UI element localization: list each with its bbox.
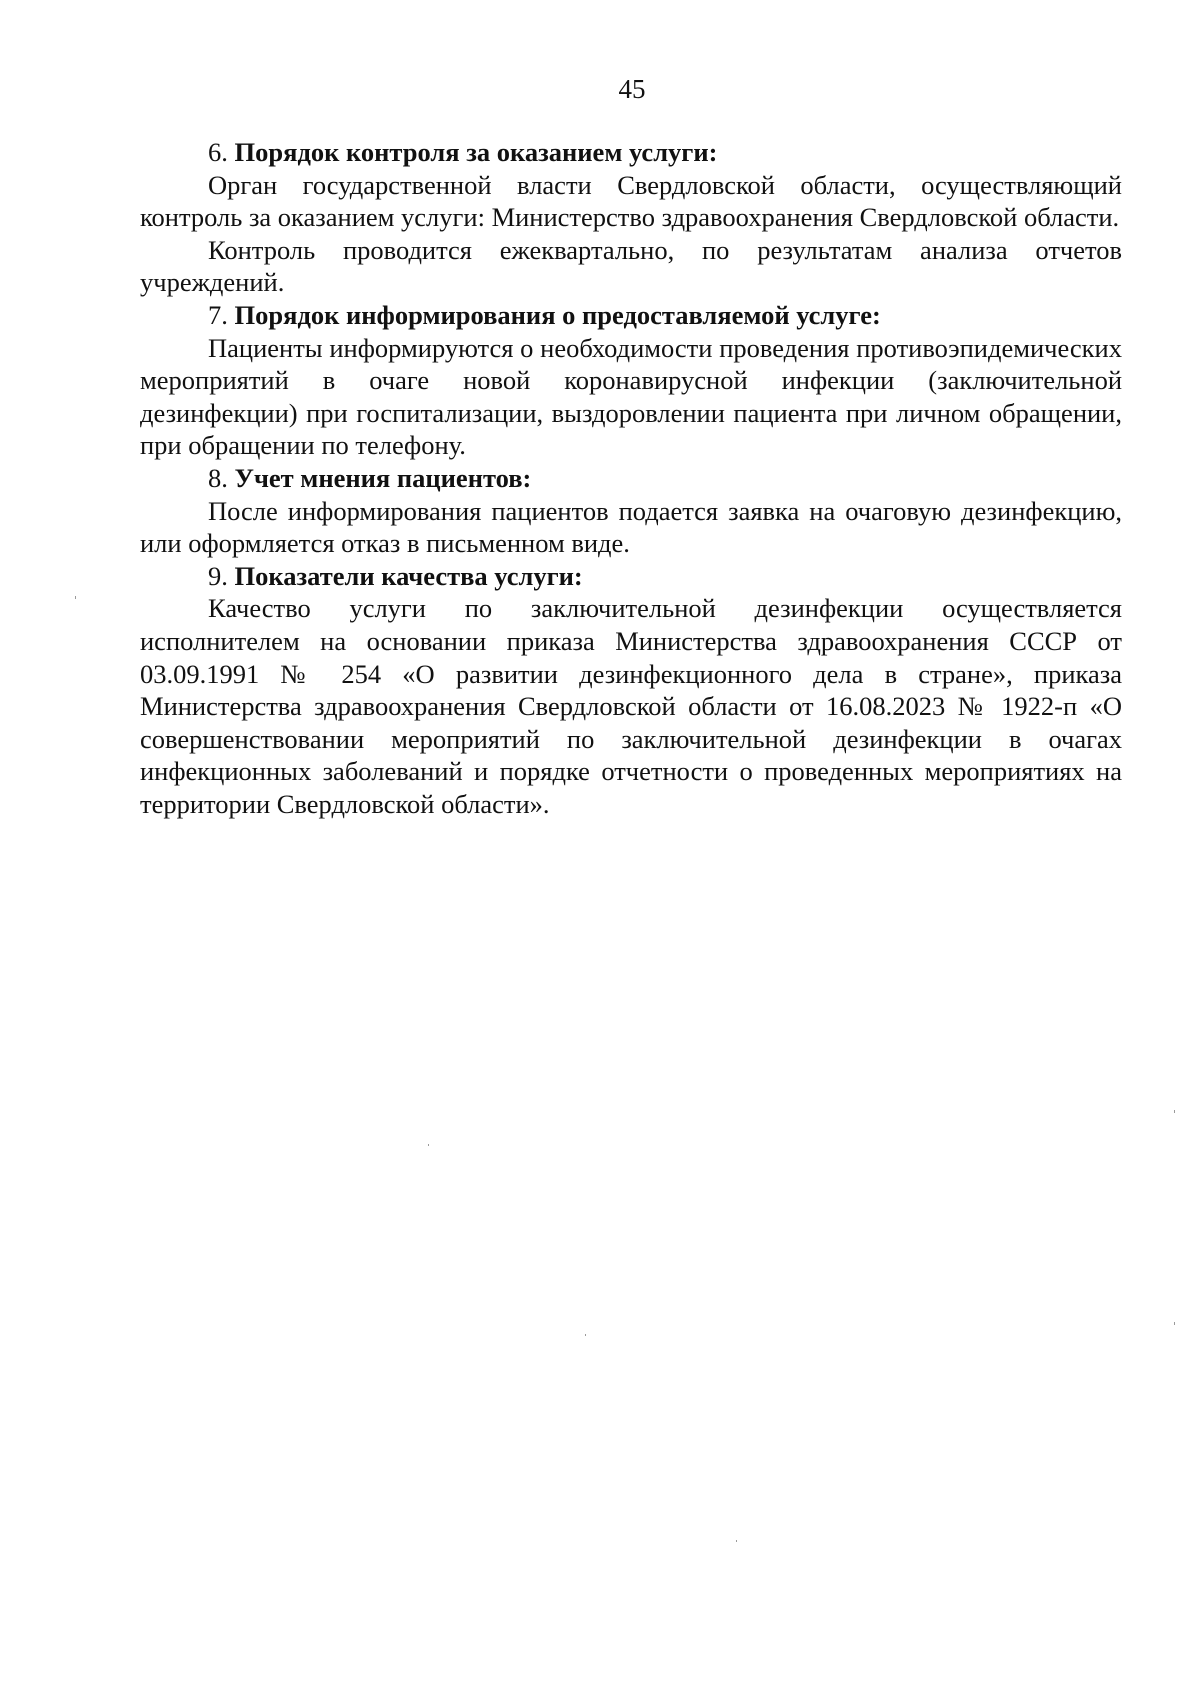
section-title: Порядок контроля за оказанием услуги: [234, 137, 718, 167]
section-heading [140, 136, 1122, 169]
scan-artifact [1174, 1322, 1175, 1325]
document-body [140, 136, 1122, 820]
section-heading [140, 560, 1122, 593]
page-number: 45 [618, 74, 646, 104]
section-title: Показатели качества услуги: [234, 560, 583, 591]
section-7 [140, 299, 1122, 462]
section-8 [140, 462, 1122, 560]
scan-artifact [736, 1540, 737, 1542]
section-title: Порядок информирования о предоставляемой услуге: [234, 299, 881, 330]
section-heading [140, 462, 1122, 495]
section-heading [140, 299, 1122, 332]
paragraph: Орган государственной власти Свердловской области, осуществляющий контроль за оказанием услуги: Министерство здравоохранения Свердловской области. [140, 169, 1122, 233]
scan-artifact [1174, 1110, 1175, 1113]
scan-artifact [585, 1334, 586, 1336]
paragraph: Пациенты информируются о необходимости проведения противоэпидемических мероприятий в очаге новой коронавирусной инфекции (заключительной дезинфекции) при госпитализации, выздоровлении пациента при личном обращении, при обращении по телефону. [140, 332, 1122, 461]
paragraph: Контроль проводится ежеквартально, по результатам анализа отчетов учреждений. [140, 234, 1122, 298]
section-title: Учет мнения пациентов: [234, 462, 532, 493]
paragraph: После информирования пациентов подается заявка на очаговую дезинфекцию, или оформляется отказ в письменном виде. [140, 495, 1122, 559]
section-9 [140, 560, 1122, 821]
section-number: 7. [208, 299, 228, 330]
scan-artifact [428, 1144, 429, 1146]
section-6 [140, 136, 1122, 299]
section-number: 8. [208, 462, 228, 493]
section-number: 9. [208, 560, 228, 591]
paragraph: Качество услуги по заключительной дезинфекции осуществляется исполнителем на основании приказа Министерства здравоохранения СССР от 03.09.1991 № 254 «О развитии дезинфекционного дела в стране», приказа Министерства здравоохранения Свердловской области от 16.08.2023 № 1922-п «О совершенствовании мероприятий по заключительной дезинфекции в очагах инфекционных заболеваний и порядке отчетности о проведенных мероприятиях на территории Свердловской области». [140, 593, 1122, 819]
section-number: 6. [208, 137, 228, 167]
scan-artifact [75, 596, 76, 599]
